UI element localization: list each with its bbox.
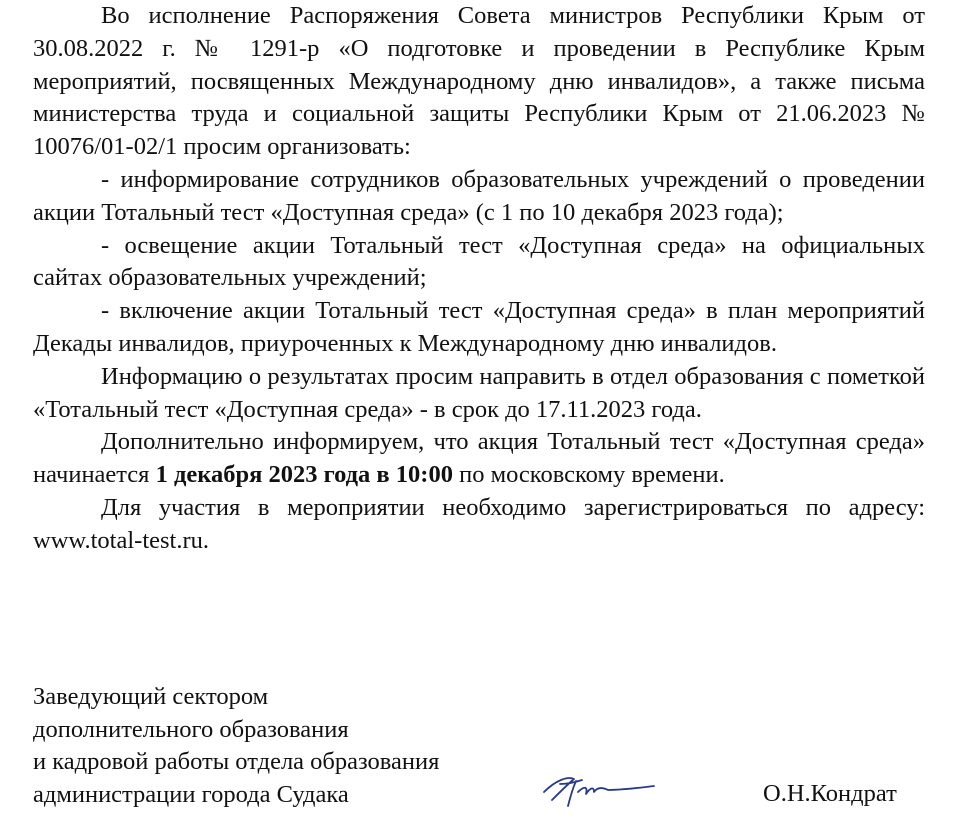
list-item-websites: - освещение акции Тотальный тест «Доступная среда» на официальных сайтах образовательных учреждений; xyxy=(33,231,925,292)
start-time-bold: 1 декабря 2023 года в 10:00 xyxy=(155,461,453,489)
handwritten-signature-icon xyxy=(538,770,658,810)
letter-body xyxy=(33,0,925,558)
position-line-1: Заведующий сектором xyxy=(33,683,269,710)
paragraph-results: Информацию о результатах просим направить в отдел образования с пометкой «Тотальный тест «Доступная среда» - в срок до 17.11.2023 года. xyxy=(33,362,925,423)
start-time-text-a: Дополнительно информируем, что акция Тотальный тест «Доступная среда» начинается xyxy=(33,428,925,489)
position-line-2: дополнительного образования xyxy=(33,715,349,743)
position-line-3: и кадровой работы отдела образования xyxy=(33,748,440,775)
list-item-decade-plan: - включение акции Тотальный тест «Доступная среда» в план мероприятий Декады инвалидов, приуроченных к Международному дню инвалидов. xyxy=(33,297,925,357)
list-item-inform-staff: - информирование сотрудников образовательных учреждений о проведении акции Тотальный тест «Доступная среда» (с 1 по 10 декабря 2023 года); xyxy=(33,165,925,226)
signatory-name: О.Н.Кондрат xyxy=(763,780,897,807)
paragraph-start-time xyxy=(33,426,925,492)
paragraph-registration: Для участия в мероприятии необходимо зарегистрироваться по адресу: www.total-test.ru. xyxy=(33,493,925,554)
start-time-text-c: по московскому времени. xyxy=(452,461,725,489)
signature-position xyxy=(33,681,439,811)
position-line-4: администрации города Судака xyxy=(33,780,349,808)
paragraph-intro: Во исполнение Распоряжения Совета министров Республики Крым от 30.08.2022 г. № 1291-р «О подготовке и проведении в Республике Крым мероприятий, посвященных Международному дню инвалидов», а также письма министерства труда и социальной защиты Республики Крым от 21.06.2023 № 10076/01-02/1 просим организовать: xyxy=(33,2,925,161)
